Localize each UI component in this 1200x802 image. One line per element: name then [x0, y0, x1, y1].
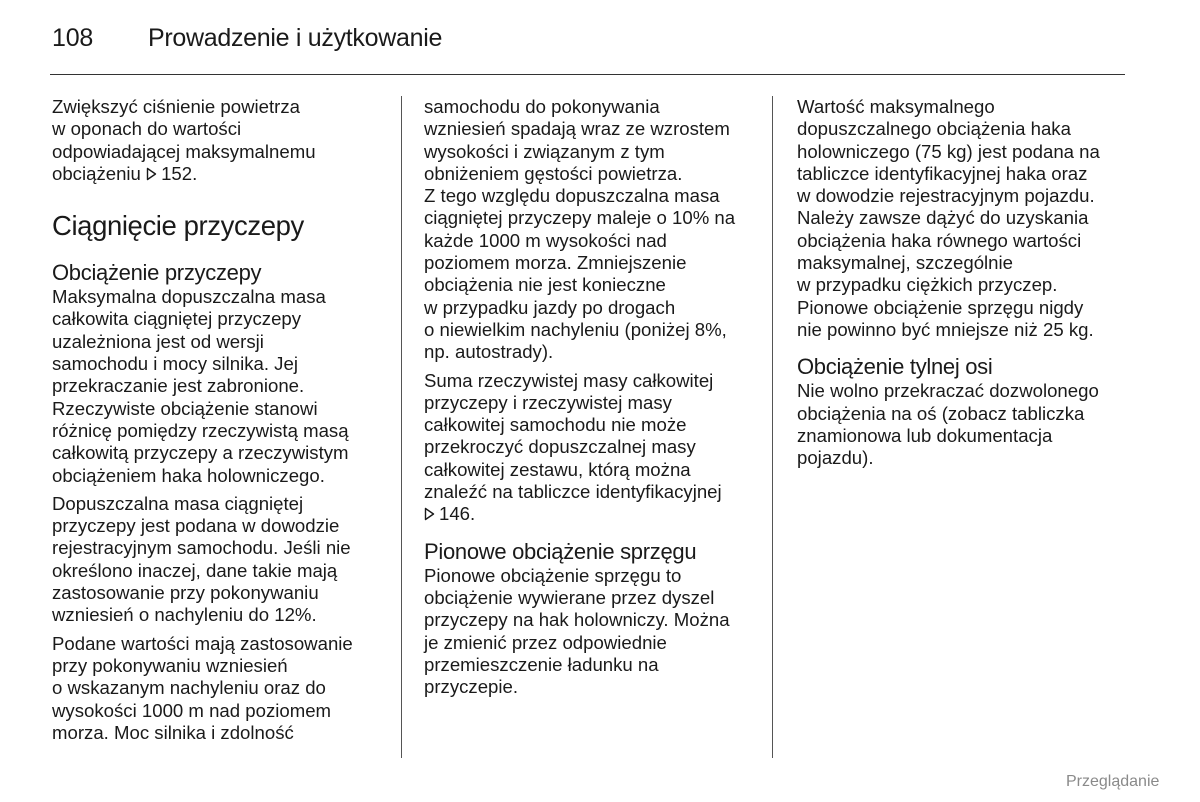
- paragraph: [52, 633, 392, 744]
- text-line: Należy zawsze dążyć do uzyskania: [797, 207, 1089, 229]
- text-line: przyczepie.: [424, 676, 519, 698]
- text-line: rejestracyjnym samochodu. Jeśli nie: [52, 537, 351, 559]
- text-line: uzależniona jest od wersji: [52, 330, 264, 352]
- text-line: tabliczce identyfikacyjnej haka oraz: [797, 162, 1088, 184]
- text-line: obciążeniem haka holowniczego.: [52, 464, 325, 486]
- text-line: wzniesień o nachyleniu do 12%.: [52, 604, 317, 626]
- paragraph: [52, 493, 392, 627]
- paragraph: [424, 565, 764, 699]
- text-line: wzniesień spadają wraz ze wzrostem: [424, 118, 730, 140]
- header-rule: [50, 74, 1125, 75]
- column-divider-2: [772, 96, 773, 758]
- text-line: znaleźć na tabliczce identyfikacyjnej: [424, 481, 722, 503]
- text-line: obciążenie wywierane przez dyszel: [424, 586, 715, 608]
- intro-paragraph: [52, 96, 392, 185]
- page-reference-number: 146.: [439, 503, 476, 525]
- text-line: [424, 503, 764, 525]
- text-line: Wartość maksymalnego: [797, 96, 995, 117]
- text-line: Maksymalna dopuszczalna masa: [52, 286, 326, 308]
- subheading-rear-axle-load: Obciążenie tylnej osi: [797, 354, 993, 380]
- text-line: Zwiększyć ciśnienie powietrza: [52, 96, 301, 117]
- text-line: obciążenia haka równego wartości: [797, 229, 1082, 251]
- text-line: przyczepy jest podana w dowodzie: [52, 515, 340, 537]
- text-fragment: obciążeniu: [52, 162, 141, 184]
- reference-arrow-icon: [146, 167, 157, 181]
- paragraph: [424, 96, 764, 364]
- column-2: [424, 96, 764, 704]
- text-line: zastosowanie przy pokonywaniu: [52, 582, 319, 604]
- text-line: holowniczego (75 kg) jest podana na: [797, 140, 1100, 162]
- text-line: przekroczyć dopuszczalnej masy: [424, 436, 696, 458]
- text-line: o niewielkim nachyleniu (poniżej 8%,: [424, 318, 727, 340]
- text-line: znamionowa lub dokumentacja: [797, 424, 1053, 446]
- text-line: obciążenia nie jest konieczne: [424, 274, 666, 296]
- page-number: 108: [52, 24, 94, 52]
- text-line: w oponach do wartości: [52, 118, 242, 140]
- text-line: samochodu i mocy silnika. Jej: [52, 353, 298, 375]
- text-line: przyczepy i rzeczywistej masy: [424, 391, 672, 413]
- text-line: odpowiadającej maksymalnemu: [52, 140, 316, 162]
- text-line: Z tego względu dopuszczalna masa: [424, 185, 720, 207]
- text-line: poziomem morza. Zmniejszenie: [424, 252, 687, 274]
- text-line: przemieszczenie ładunku na: [424, 653, 659, 675]
- text-line: je zmienić przez odpowiednie: [424, 631, 667, 653]
- text-line: nie powinno być mniejsze niż 25 kg.: [797, 318, 1094, 340]
- subheading-coupling-load: Pionowe obciążenie sprzęgu: [424, 538, 697, 564]
- text-line: całkowitą przyczepy a rzeczywistym: [52, 442, 349, 464]
- text-line: obciążenia na oś (zobacz tabliczka: [797, 402, 1085, 424]
- text-line: przy pokonywaniu wzniesień: [52, 654, 288, 676]
- section-title: Ciągnięcie przyczepy: [52, 210, 304, 242]
- text-line: całkowita ciągniętej przyczepy: [52, 308, 302, 330]
- text-line: przekraczanie jest zabronione.: [52, 375, 305, 397]
- subheading-trailer-load: Obciążenie przyczepy: [52, 260, 262, 286]
- page-title: Prowadzenie i użytkowanie: [148, 24, 443, 52]
- text-line: Rzeczywiste obciążenie stanowi: [52, 397, 318, 419]
- paragraph: [424, 370, 764, 526]
- paragraph: [797, 96, 1137, 341]
- text-line: wysokości 1000 m nad poziomem: [52, 699, 332, 721]
- text-line: maksymalnej, szczególnie: [797, 252, 1013, 274]
- text-line: pojazdu).: [797, 447, 874, 469]
- text-line: Podane wartości mają zastosowanie: [52, 632, 353, 654]
- column-1: [52, 96, 392, 750]
- text-line: Pionowe obciążenie sprzęgu to: [424, 564, 682, 586]
- text-line: Suma rzeczywistej masy całkowitej: [424, 369, 714, 391]
- text-line: Dopuszczalna masa ciągniętej: [52, 492, 304, 514]
- text-line: wysokości i związanym z tym: [424, 140, 665, 162]
- text-line: samochodu do pokonywania: [424, 96, 660, 117]
- text-line: Pionowe obciążenie sprzęgu nigdy: [797, 296, 1084, 318]
- text-line: określono inaczej, dane takie mają: [52, 559, 338, 581]
- paragraph: [52, 286, 392, 487]
- text-line: różnicę pomiędzy rzeczywistą masą: [52, 419, 349, 441]
- column-divider-1: [401, 96, 402, 758]
- text-line: całkowitej zestawu, którą można: [424, 458, 691, 480]
- text-line: w przypadku ciężkich przyczep.: [797, 274, 1058, 296]
- text-line: Nie wolno przekraczać dozwolonego: [797, 380, 1099, 402]
- footer-label: Przeglądanie: [1066, 773, 1160, 790]
- page-reference-link[interactable]: [424, 503, 475, 525]
- text-line: morza. Moc silnika i zdolność: [52, 721, 294, 743]
- paragraph: [797, 380, 1137, 469]
- text-line: każde 1000 m wysokości nad: [424, 229, 667, 251]
- page-reference-link[interactable]: [146, 163, 197, 185]
- column-3: [797, 96, 1137, 475]
- text-line: przyczepy na hak holowniczy. Można: [424, 609, 730, 631]
- text-line: w przypadku jazdy po drogach: [424, 296, 676, 318]
- text-line: w dowodzie rejestracyjnym pojazdu.: [797, 185, 1095, 207]
- text-line: np. autostrady).: [424, 341, 554, 363]
- text-line: obniżeniem gęstości powietrza.: [424, 162, 683, 184]
- text-line: całkowitej samochodu nie może: [424, 414, 687, 436]
- text-line: o wskazanym nachyleniu oraz do: [52, 677, 326, 699]
- page-reference-number: 152.: [161, 162, 198, 184]
- reference-arrow-icon: [424, 507, 435, 521]
- text-line: dopuszczalnego obciążenia haka: [797, 118, 1071, 140]
- text-line: [52, 163, 392, 185]
- text-line: ciągniętej przyczepy maleje o 10% na: [424, 207, 736, 229]
